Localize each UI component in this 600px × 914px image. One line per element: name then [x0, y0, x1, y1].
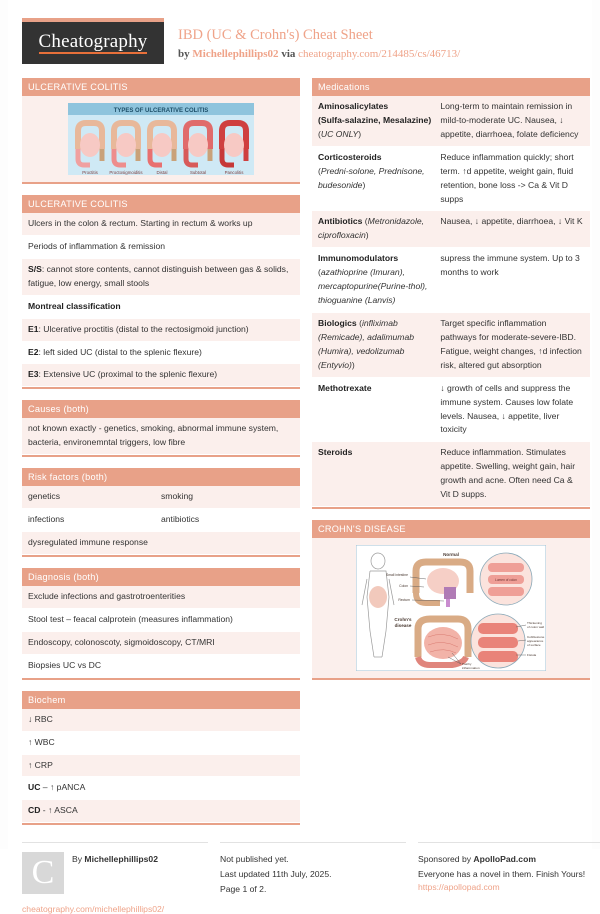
- sponsor-prefix: Sponsored by: [418, 854, 474, 865]
- table-row: [22, 532, 300, 555]
- footer-sponsor-column: [418, 842, 600, 914]
- left-column: [22, 78, 300, 836]
- svg-text:of colon wall: of colon wall: [527, 625, 545, 630]
- block-title-risk-factors: Risk factors (both): [22, 468, 300, 486]
- block-title-biochem: Biochem: [22, 691, 300, 709]
- avatar: C: [22, 852, 64, 894]
- drug-effect: ↓ growth of cells and suppress the immune system. Causes low folate levels. Nausea, ↓ appetite, liver toxicity: [440, 382, 574, 435]
- cheatography-logo[interactable]: [22, 18, 164, 64]
- block-title-medications: Medications: [312, 78, 590, 96]
- drug-name: Methotrexate: [318, 382, 372, 393]
- source-link[interactable]: cheatography.com/214485/cs/46713/: [298, 47, 461, 60]
- block-crohns: [312, 520, 590, 680]
- table-row: [312, 96, 590, 147]
- sponsor-name[interactable]: ApolloPad.com: [473, 854, 536, 865]
- title-group: [178, 18, 460, 60]
- table-row: [312, 442, 590, 507]
- drug-name: Immunomodulators (azathioprine (Imuran), mercaptopurine(Purine‑thol), thioguanine (Lanvis): [318, 253, 428, 306]
- table-row: Endoscopy, colonoscoty, sigmoidoscopy, CT/MRI: [22, 632, 300, 655]
- drug-effect: supress the immune system. Up to 3 months to work: [440, 253, 580, 278]
- svg-text:Fistula: Fistula: [527, 653, 537, 658]
- block-uc-image: [22, 78, 300, 184]
- block-medications: [312, 78, 590, 509]
- via-label: via: [281, 47, 299, 60]
- author-link[interactable]: Michellephillips02: [192, 47, 279, 60]
- block-title-uc-text: ULCERATIVE COLITIS: [22, 195, 300, 213]
- risk-factor-rows: [22, 486, 300, 555]
- sponsor-line: [418, 852, 600, 867]
- risk-factor-left: dysregulated immune response: [28, 537, 148, 548]
- table-row: [312, 248, 590, 313]
- svg-text:Proctosigmoiditis: Proctosigmoiditis: [109, 170, 143, 175]
- svg-text:TYPES OF ULCERATIVE COLITIS: TYPES OF ULCERATIVE COLITIS: [113, 108, 209, 114]
- causes-rows: [22, 418, 300, 455]
- table-row: Ulcers in the colon & rectum. Starting in rectum & works up: [22, 213, 300, 236]
- sheet-body: [8, 0, 592, 914]
- svg-text:Small intestine: Small intestine: [385, 573, 408, 578]
- ulcerative-colitis-types-figure: [68, 103, 254, 175]
- table-row: E2: left sided UC (distal to the splenic flexure): [22, 342, 300, 365]
- logo-box: [22, 22, 164, 64]
- svg-text:Crohn's: Crohn's: [394, 617, 412, 623]
- table-row: [312, 211, 590, 248]
- svg-text:Rectum: Rectum: [398, 598, 410, 603]
- content-columns: [22, 78, 583, 836]
- svg-text:inflammation: inflammation: [462, 666, 480, 671]
- svg-text:disease: disease: [394, 623, 412, 629]
- drug-effect: Reduce inflammation quickly; short term. ↑d appetite, weight gain, fluid retention, bone loss -> Ca & Vit D supps: [440, 151, 574, 204]
- sponsor-tagline: Everyone has a novel in them. Finish Yours!: [418, 869, 586, 880]
- drug-effect: Reduce inflammation. Stimulates appetite. Swelling, weight gain, hair growth and acne. Often need Ca & Vit D supps.: [440, 447, 576, 500]
- drug-name: Antibiotics (Metronidazole, ciprofloxacin): [318, 216, 425, 241]
- page-title: IBD (UC & Crohn's) Cheat Sheet: [178, 27, 373, 43]
- block-risk-factors: [22, 468, 300, 557]
- svg-text:Thickening: Thickening: [527, 621, 542, 626]
- table-row: CD - ↑ ASCA: [22, 800, 300, 823]
- logo-wordmark: Cheatography: [38, 31, 148, 52]
- table-row: Biopsies UC vs DC: [22, 655, 300, 678]
- svg-text:of surface: of surface: [527, 643, 541, 648]
- table-row: not known exactly - genetics, smoking, abnormal immune system, bacteria, environemntal triggers, low fibre: [22, 418, 300, 455]
- risk-factor-right: [161, 536, 294, 550]
- table-row: [312, 147, 590, 212]
- crohns-figure-row: [312, 538, 590, 678]
- table-row: E1: Ulcerative proctitis (distal to the rectosigmoid junction): [22, 319, 300, 342]
- footer-status-column: [220, 842, 406, 914]
- svg-text:Lumen of colon: Lumen of colon: [495, 578, 517, 583]
- risk-factor-left: infections: [28, 514, 65, 525]
- footer-author-name[interactable]: Michellephillips02: [84, 854, 158, 865]
- uc-figure-row: [22, 96, 300, 182]
- drug-name: Corticosteroids (Predni‑solone, Prednisone, budesonide): [318, 151, 425, 190]
- risk-factor-right: smoking: [161, 491, 193, 502]
- uc-text-rows: [22, 213, 300, 387]
- sponsor-link[interactable]: https://apollopad.com: [418, 881, 500, 892]
- footer-profile-link[interactable]: cheatography.com/michellephillips02/: [22, 904, 165, 914]
- footer-author-column: [22, 842, 208, 914]
- svg-text:Subtotal: Subtotal: [189, 170, 207, 175]
- block-diagnosis: [22, 568, 300, 680]
- table-row: [312, 313, 590, 378]
- by-label: by: [178, 47, 193, 60]
- svg-text:Patchy: Patchy: [462, 662, 472, 667]
- footer-author-line: [72, 852, 158, 894]
- svg-text:Colon: Colon: [399, 584, 408, 589]
- svg-text:Pancolitis: Pancolitis: [224, 170, 244, 175]
- table-row: [22, 509, 300, 532]
- block-title-crohns: CROHN'S DISEASE: [312, 520, 590, 538]
- risk-factor-left: genetics: [28, 491, 61, 502]
- risk-factor-right: antibiotics: [161, 514, 200, 525]
- page-number: Page 1 of 2.: [220, 883, 267, 894]
- drug-effect: Target specific inflammation pathways for moderate-severe-IBD. Fatigue, weight changes, ↑d infection risk, altered gut absorption: [440, 317, 582, 370]
- table-row: Montreal classification: [22, 296, 300, 319]
- table-row: ↓ RBC: [22, 709, 300, 732]
- table-row: E3: Extensive UC (proximal to the splenic flexure): [22, 364, 300, 387]
- publish-status: Not published yet.: [220, 854, 289, 865]
- medication-rows: [312, 96, 590, 507]
- table-row: Exclude infections and gastrotroenterities: [22, 586, 300, 609]
- biochem-rows: [22, 709, 300, 824]
- drug-effect: Long-term to maintain remission in mild-to-moderate UC. Nausea, ↓ appetite, diarrhoea, folate deficiency: [440, 101, 579, 139]
- last-updated: Last updated 11th July, 2025.: [220, 869, 332, 880]
- table-row: Periods of inflammation & remission: [22, 236, 300, 259]
- table-row: ↑ CRP: [22, 755, 300, 778]
- drug-name: Biologics (infliximab (Remicade), adalimumab (Humira), vedolizumab (Entyvio)): [318, 317, 414, 370]
- block-biochem: [22, 691, 300, 826]
- diagnosis-rows: [22, 586, 300, 678]
- block-title-causes: Causes (both): [22, 400, 300, 418]
- table-row: ↑ WBC: [22, 732, 300, 755]
- table-row: S/S: cannot store contents, cannot distinguish between gas & solids, fatigue, low energy, small stools: [22, 259, 300, 296]
- table-row: [22, 486, 300, 509]
- table-row: UC – ↑ pANCA: [22, 777, 300, 800]
- crohns-disease-figure: [356, 545, 546, 671]
- svg-text:Distal: Distal: [156, 170, 168, 175]
- svg-text:Proctitis: Proctitis: [82, 170, 98, 175]
- block-uc-text: [22, 195, 300, 389]
- svg-text:Cobblestone: Cobblestone: [527, 635, 545, 640]
- drug-name: Aminosalicylates (Sulfa‑salazine, Mesalazine) (UC ONLY): [318, 101, 432, 139]
- table-row: Stool test – feacal calprotein (measures inflammation): [22, 609, 300, 632]
- page-footer: [22, 842, 586, 914]
- page-header: [22, 18, 578, 78]
- byline: [178, 48, 460, 60]
- svg-text:Normal: Normal: [443, 552, 459, 558]
- block-causes: [22, 400, 300, 457]
- drug-effect: Nausea, ↓ appetite, diarrhoea, ↓ Vit K: [440, 216, 583, 227]
- block-title-uc-image: ULCERATIVE COLITIS: [22, 78, 300, 96]
- drug-name: Steroids: [318, 447, 353, 458]
- footer-by-label: By: [72, 854, 85, 865]
- table-row: [312, 378, 590, 443]
- svg-text:appearance: appearance: [527, 639, 544, 644]
- right-column: [312, 78, 590, 691]
- block-title-diagnosis: Diagnosis (both): [22, 568, 300, 586]
